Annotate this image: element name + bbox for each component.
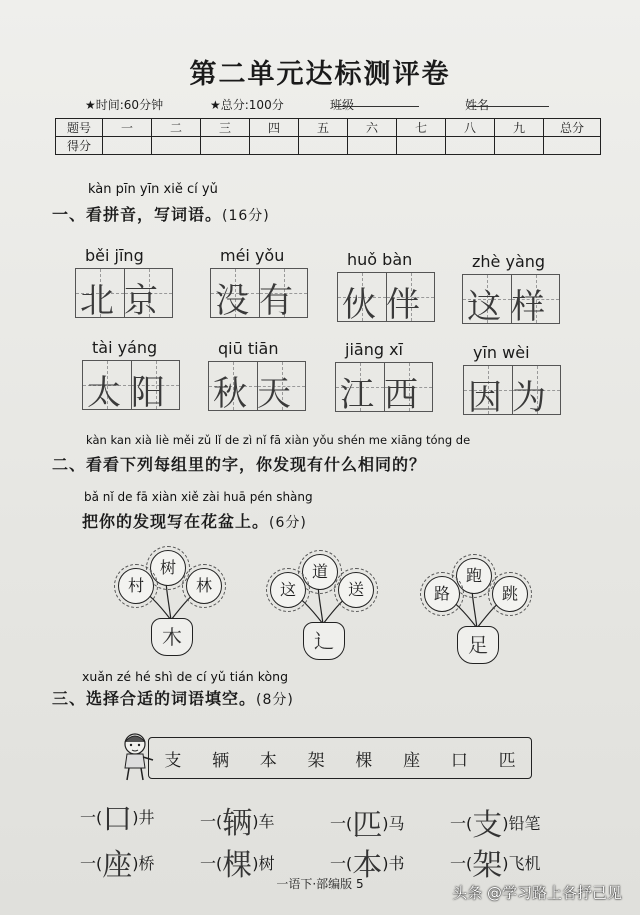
flower: 送 [338, 572, 374, 608]
handwritten-answer: 太阳 [87, 373, 175, 413]
flower: 树 [150, 550, 186, 586]
fill-prefix: 一( [450, 854, 473, 873]
class-label: 班级 [330, 98, 355, 112]
score-cell[interactable] [201, 137, 250, 155]
word-pinyin: zhè yàng [472, 252, 546, 271]
flower-pot-1 [118, 548, 228, 658]
section3-pinyin: xuǎn zé hé shì de cí yǔ tián kòng [82, 669, 289, 684]
score-cell[interactable] [250, 137, 299, 155]
score-cell[interactable] [299, 137, 348, 155]
fill-prefix: 一( [330, 814, 353, 833]
word-options-box [148, 737, 532, 779]
handwritten-answer: 因为 [468, 378, 556, 418]
flower: 林 [186, 568, 222, 604]
fill-prefix: 一( [330, 854, 353, 873]
score-header-cell: 五 [299, 119, 348, 137]
fill-suffix: )车 [252, 812, 275, 831]
writing-grid[interactable] [208, 361, 306, 414]
fill-suffix: )飞机 [502, 854, 541, 873]
name-label: 姓名 [465, 98, 490, 112]
section3-points: (8分) [256, 692, 294, 708]
handwritten-answer: 北京 [80, 281, 168, 321]
score-header-cell: 四 [250, 119, 299, 137]
section2-pinyin-2: bǎ nǐ de fā xiàn xiě zài huā pén shàng [84, 490, 313, 504]
score-cell[interactable] [348, 137, 397, 155]
section3-title-text: 三、选择合适的词语填空。 [52, 689, 257, 708]
word-pinyin: méi yǒu [220, 246, 285, 265]
section3-title [52, 686, 294, 709]
section1-title [52, 202, 270, 225]
score-cell[interactable] [397, 137, 446, 155]
fill-suffix: )书 [382, 854, 405, 873]
fill-prefix: 一( [80, 808, 103, 827]
fill-suffix: )树 [252, 854, 275, 873]
word-option: 辆 [212, 750, 230, 771]
score-cell[interactable] [446, 137, 495, 155]
fill-prefix: 一( [450, 814, 473, 833]
word-pinyin: huǒ bàn [347, 250, 413, 269]
word-option: 匹 [498, 750, 516, 771]
score-header-cell: 七 [397, 119, 446, 137]
score-cell[interactable] [495, 137, 544, 155]
flower: 这 [270, 572, 306, 608]
score-header-cell: 九 [495, 119, 544, 137]
page-title: 第二单元达标测评卷 [189, 59, 451, 90]
fill-suffix: )铅笔 [502, 814, 541, 833]
handwritten-answer: 没有 [215, 281, 303, 321]
score-value-row [56, 137, 601, 155]
fill-item [330, 800, 405, 844]
score-header-cell: 三 [201, 119, 250, 137]
fill-prefix: 一( [200, 812, 223, 831]
writing-grid[interactable] [75, 268, 173, 321]
handwritten-answer: 江西 [340, 375, 428, 415]
flower: 道 [302, 554, 338, 590]
page-footer: 一语下·部编版 5 [276, 877, 364, 891]
score-header-cell: 二 [152, 119, 201, 137]
fill-answer[interactable]: 支 [472, 808, 503, 843]
word-option: 支 [164, 750, 182, 771]
fill-answer[interactable]: 本 [352, 848, 383, 883]
fill-suffix: )井 [132, 808, 155, 827]
flower-pot-3 [424, 556, 534, 666]
pot-answer[interactable]: 足 [457, 626, 499, 664]
score-table [55, 118, 601, 155]
total-label: ★总分:100分 [210, 98, 284, 112]
flower: 村 [118, 568, 154, 604]
word-option: 架 [307, 750, 325, 771]
section2-title-2 [82, 509, 307, 532]
section1-title-text: 一、看拼音，写词语。 [52, 205, 223, 224]
flower-pot-2 [270, 552, 380, 662]
flower: 跳 [492, 576, 528, 612]
word-option: 座 [403, 750, 421, 771]
writing-grid[interactable] [463, 365, 561, 418]
fill-prefix: 一( [200, 854, 223, 873]
word-pinyin: qiū tiān [218, 339, 279, 358]
handwritten-answer: 伙伴 [342, 285, 430, 325]
section2-points: (6分) [269, 515, 307, 531]
word-pinyin: yīn wèi [473, 343, 530, 362]
handwritten-answer: 这样 [467, 287, 555, 327]
score-cell[interactable] [103, 137, 152, 155]
fill-answer[interactable]: 棵 [222, 848, 253, 883]
score-label-cell: 得分 [56, 137, 103, 155]
score-header-cell: 题号 [56, 119, 103, 137]
word-option: 口 [450, 750, 468, 771]
word-option: 本 [259, 750, 277, 771]
writing-grid[interactable] [337, 272, 435, 325]
watermark: 头条 @学习路上各抒己见 [452, 884, 622, 902]
fill-suffix: )马 [382, 814, 405, 833]
fill-answer[interactable]: 口 [102, 802, 133, 837]
fill-answer[interactable]: 座 [102, 848, 133, 883]
section2-title-text: 把你的发现写在花盆上。 [82, 512, 270, 531]
fill-prefix: 一( [80, 854, 103, 873]
word-pinyin: běi jīng [85, 246, 144, 265]
score-cell[interactable] [152, 137, 201, 155]
score-header-cell: 总分 [544, 119, 601, 137]
score-header-cell: 八 [446, 119, 495, 137]
pot-answer[interactable]: 木 [151, 618, 193, 656]
pot-answer[interactable]: 辶 [303, 622, 345, 660]
flower: 路 [424, 576, 460, 612]
fill-item [80, 794, 155, 838]
handwritten-answer: 秋天 [213, 374, 301, 414]
time-label: ★时间:60分钟 [85, 98, 164, 112]
score-cell[interactable] [544, 137, 601, 155]
section2-title-1: 二、看看下列每组里的字，你发现有什么相同的？ [52, 455, 427, 474]
fill-answer[interactable]: 架 [472, 848, 503, 883]
word-option: 棵 [355, 750, 373, 771]
writing-grid[interactable] [82, 360, 180, 413]
fill-answer[interactable]: 匹 [352, 808, 383, 843]
word-pinyin: tài yáng [92, 338, 158, 357]
writing-grid[interactable] [335, 362, 433, 415]
section2-pinyin-1: kàn kan xià liè měi zǔ lǐ de zì nǐ fā xiàn yǒu shén me xiāng tóng de [86, 433, 471, 447]
section1-points: (16分) [222, 208, 270, 224]
writing-grid[interactable] [210, 268, 308, 321]
flower: 跑 [456, 558, 492, 594]
score-header-cell: 六 [348, 119, 397, 137]
score-header-cell: 一 [103, 119, 152, 137]
writing-grid[interactable] [462, 274, 560, 327]
fill-suffix: )桥 [132, 854, 155, 873]
fill-answer[interactable]: 辆 [222, 806, 253, 841]
fill-item [200, 798, 275, 842]
section1-pinyin: kàn pīn yīn xiě cí yǔ [88, 182, 218, 197]
word-pinyin: jiāng xī [345, 340, 403, 359]
score-header-row [56, 119, 601, 137]
fill-item [450, 800, 541, 844]
